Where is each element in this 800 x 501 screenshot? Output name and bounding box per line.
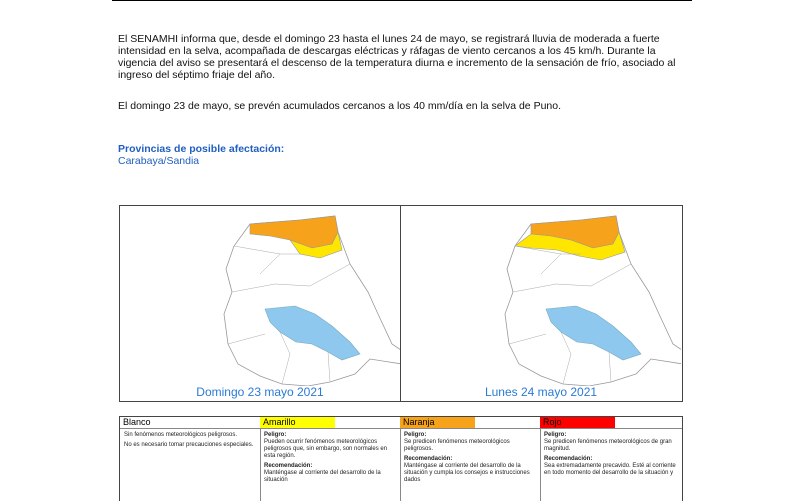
legend-yellow-danger-label: Peligro: <box>264 432 287 438</box>
maps-panel <box>119 205 683 402</box>
legend-level-red: Rojo <box>540 417 682 429</box>
legend-white-line-1: Sin fenómenos meteorológicos peligrosos. <box>124 432 238 438</box>
map-caption-day-1: Domingo 23 mayo 2021 <box>196 385 324 399</box>
intro-paragraph: El SENAMHI informa que, desde el domingo 23 hasta el lunes 24 de mayo, se registrará lluvia de moderada a fuerte intensidad en la selva, acompañada de descargas eléctricas y ráfagas de viento cercanos a los 45 km/h. Durante la vigencia del aviso se presentará el descenso de la temperatura diurna e incremento de la sensación de frío, asociado al ingreso del séptimo friaje del año. <box>118 33 676 81</box>
map-day-2 <box>401 206 681 401</box>
provinces-list: Carabaya/Sandia <box>118 155 200 167</box>
legend-col-red <box>540 417 682 501</box>
legend-level-orange: Naranja <box>400 417 540 429</box>
legend-red-danger-label: Peligro: <box>544 432 567 438</box>
provinces-title: Provincias de posible afectación: <box>118 143 285 155</box>
top-rule <box>112 0 692 2</box>
legend-yellow-danger: Pueden ocurrir fenómenos meteorológicos peligrosos que, sin embargo, son normales en esta región. <box>264 439 388 459</box>
legend-yellow-rec-label: Recomendación: <box>264 463 313 469</box>
legend-col-white <box>120 417 261 501</box>
legend-level-white: Blanco <box>120 417 260 429</box>
accumulation-paragraph: El domingo 23 de mayo, se prevén acumulados cercanos a los 40 mm/día en la selva de Puno. <box>118 100 562 112</box>
puno-map-day-2 <box>401 206 681 386</box>
legend-orange-rec-label: Recomendación: <box>404 456 453 462</box>
legend-orange-danger: Se predicen fenómenos meteorológicos peligrosos. <box>404 439 510 452</box>
legend-level-yellow: Amarillo <box>260 417 400 429</box>
legend-orange-rec: Manténgase al corriente del desarrollo de la situación y cumpla los consejos e instrucciones dados <box>404 463 530 483</box>
legend-col-yellow <box>260 417 401 501</box>
puno-map-day-1 <box>120 206 400 386</box>
legend-orange-danger-label: Peligro: <box>404 432 427 438</box>
legend-red-rec: Sea extremadamente precavido. Esté al corriente en todo momento del desarrollo de la situación y <box>544 463 676 476</box>
legend-col-orange <box>400 417 541 501</box>
legend-yellow-rec: Manténgase al corriente del desarrollo de la situación <box>264 470 381 483</box>
map-caption-day-2: Lunes 24 mayo 2021 <box>484 385 598 399</box>
legend-white-line-2: No es necesario tomar precauciones especiales. <box>124 442 254 448</box>
map-day-1 <box>120 206 401 401</box>
alert-legend-table <box>119 416 683 501</box>
legend-red-rec-label: Recomendación: <box>544 456 593 462</box>
legend-red-danger: Se predicen fenómenos meteorológicos de gran magnitud. <box>544 439 672 452</box>
